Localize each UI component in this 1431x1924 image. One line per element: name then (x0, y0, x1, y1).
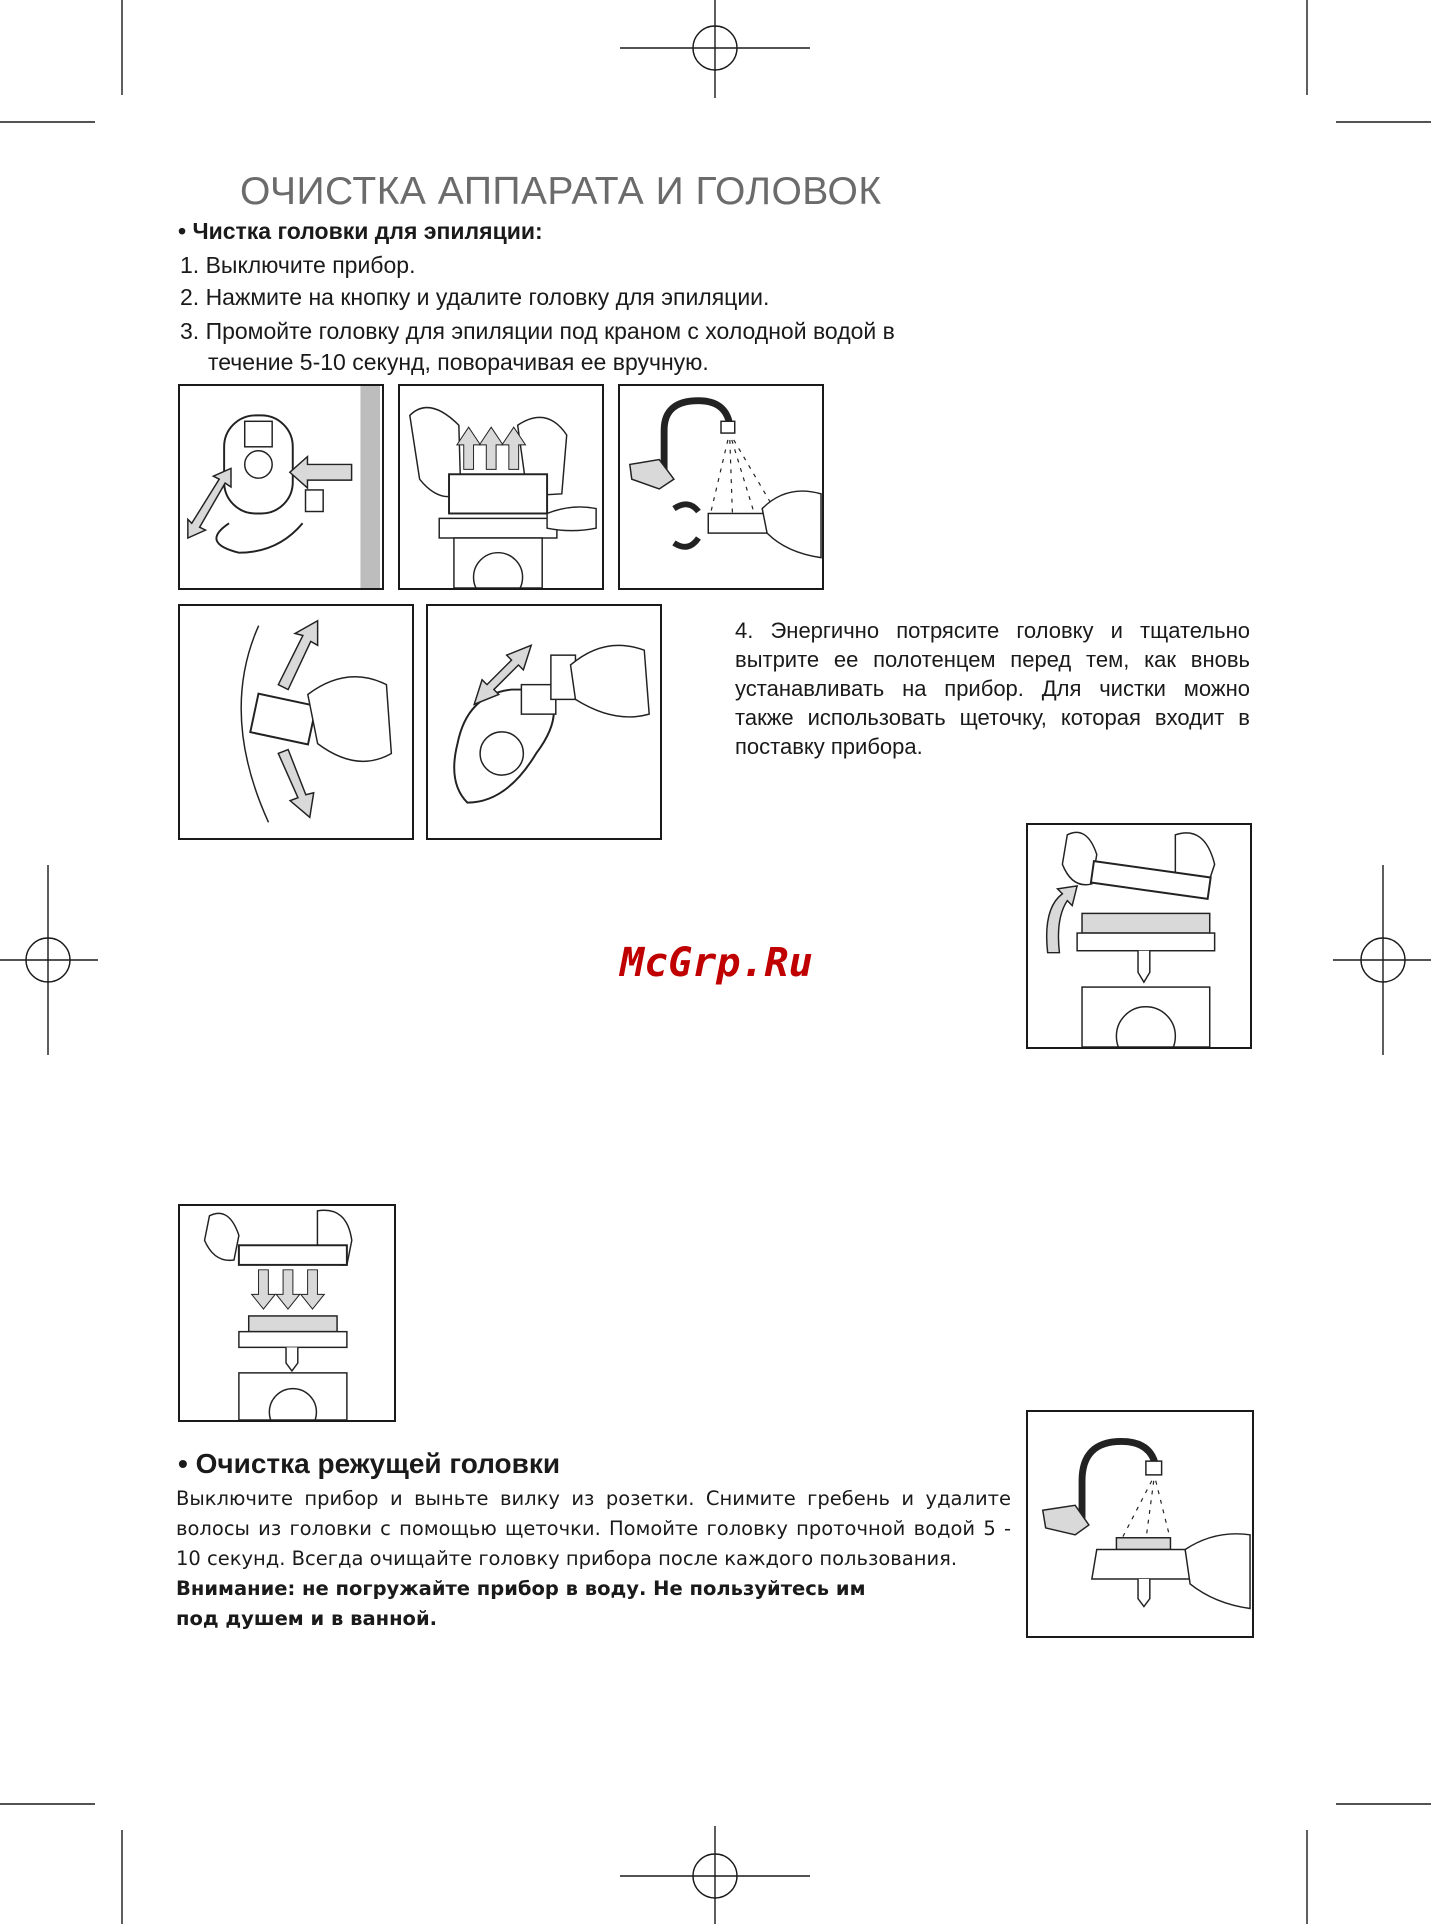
illustration-brush-head (426, 604, 662, 840)
illustration-attach-comb (178, 1204, 396, 1422)
brush-head-icon (428, 606, 660, 838)
step-3 (180, 316, 1040, 378)
step-3-line-2: течение 5-10 секунд, поворачивая ее вручную. (208, 349, 709, 375)
warning-text: Внимание: не погружайте прибор в воду. Не пользуйтесь им под душем и в ванной. (176, 1577, 866, 1630)
shake-head-icon (180, 606, 412, 838)
section-heading-epilation: • Чистка головки для эпиляции: (178, 218, 543, 244)
shaver-cleaning-text: Выключите прибор и выньте вилку из розетки. Снимите гребень и удалите волосы из головки с помощью щеточки. Помойте головку проточной водой 5 - 10 секунд. Всегда очищайте головку прибора после каждого пользования. (176, 1487, 1011, 1570)
illustration-remove-head (398, 384, 604, 590)
illustration-rinse-shaver (1026, 1410, 1254, 1638)
illustration-shake-head (178, 604, 414, 840)
step-2: 2. Нажмите на кнопку и удалите головку для эпиляции. (180, 284, 770, 310)
remove-comb-icon (1028, 825, 1250, 1047)
page-title: ОЧИСТКА АППАРАТА И ГОЛОВОК (240, 170, 882, 213)
epilator-unplug-icon (180, 386, 382, 588)
section-heading-shaver: • Очистка режущей головки (178, 1448, 561, 1479)
step-3-line-1: 3. Промойте головку для эпиляции под краном с холодной водой в (180, 318, 895, 344)
remove-head-icon (400, 386, 602, 588)
step-4: 4. Энергично потрясите головку и тщательно вытрите ее полотенцем перед тем, как вновь устанавливать на прибор. Для чистки можно также использовать щеточку, которая входит в поставку прибора. (735, 618, 1250, 759)
illustration-remove-comb (1026, 823, 1252, 1049)
rinse-head-icon (620, 386, 822, 588)
step-1: 1. Выключите прибор. (180, 252, 416, 278)
illustration-rinse-head (618, 384, 824, 590)
rinse-shaver-icon (1028, 1412, 1252, 1636)
illustration-unplug (178, 384, 384, 590)
attach-comb-icon (180, 1206, 394, 1420)
watermark: McGrp.Ru (620, 940, 813, 986)
